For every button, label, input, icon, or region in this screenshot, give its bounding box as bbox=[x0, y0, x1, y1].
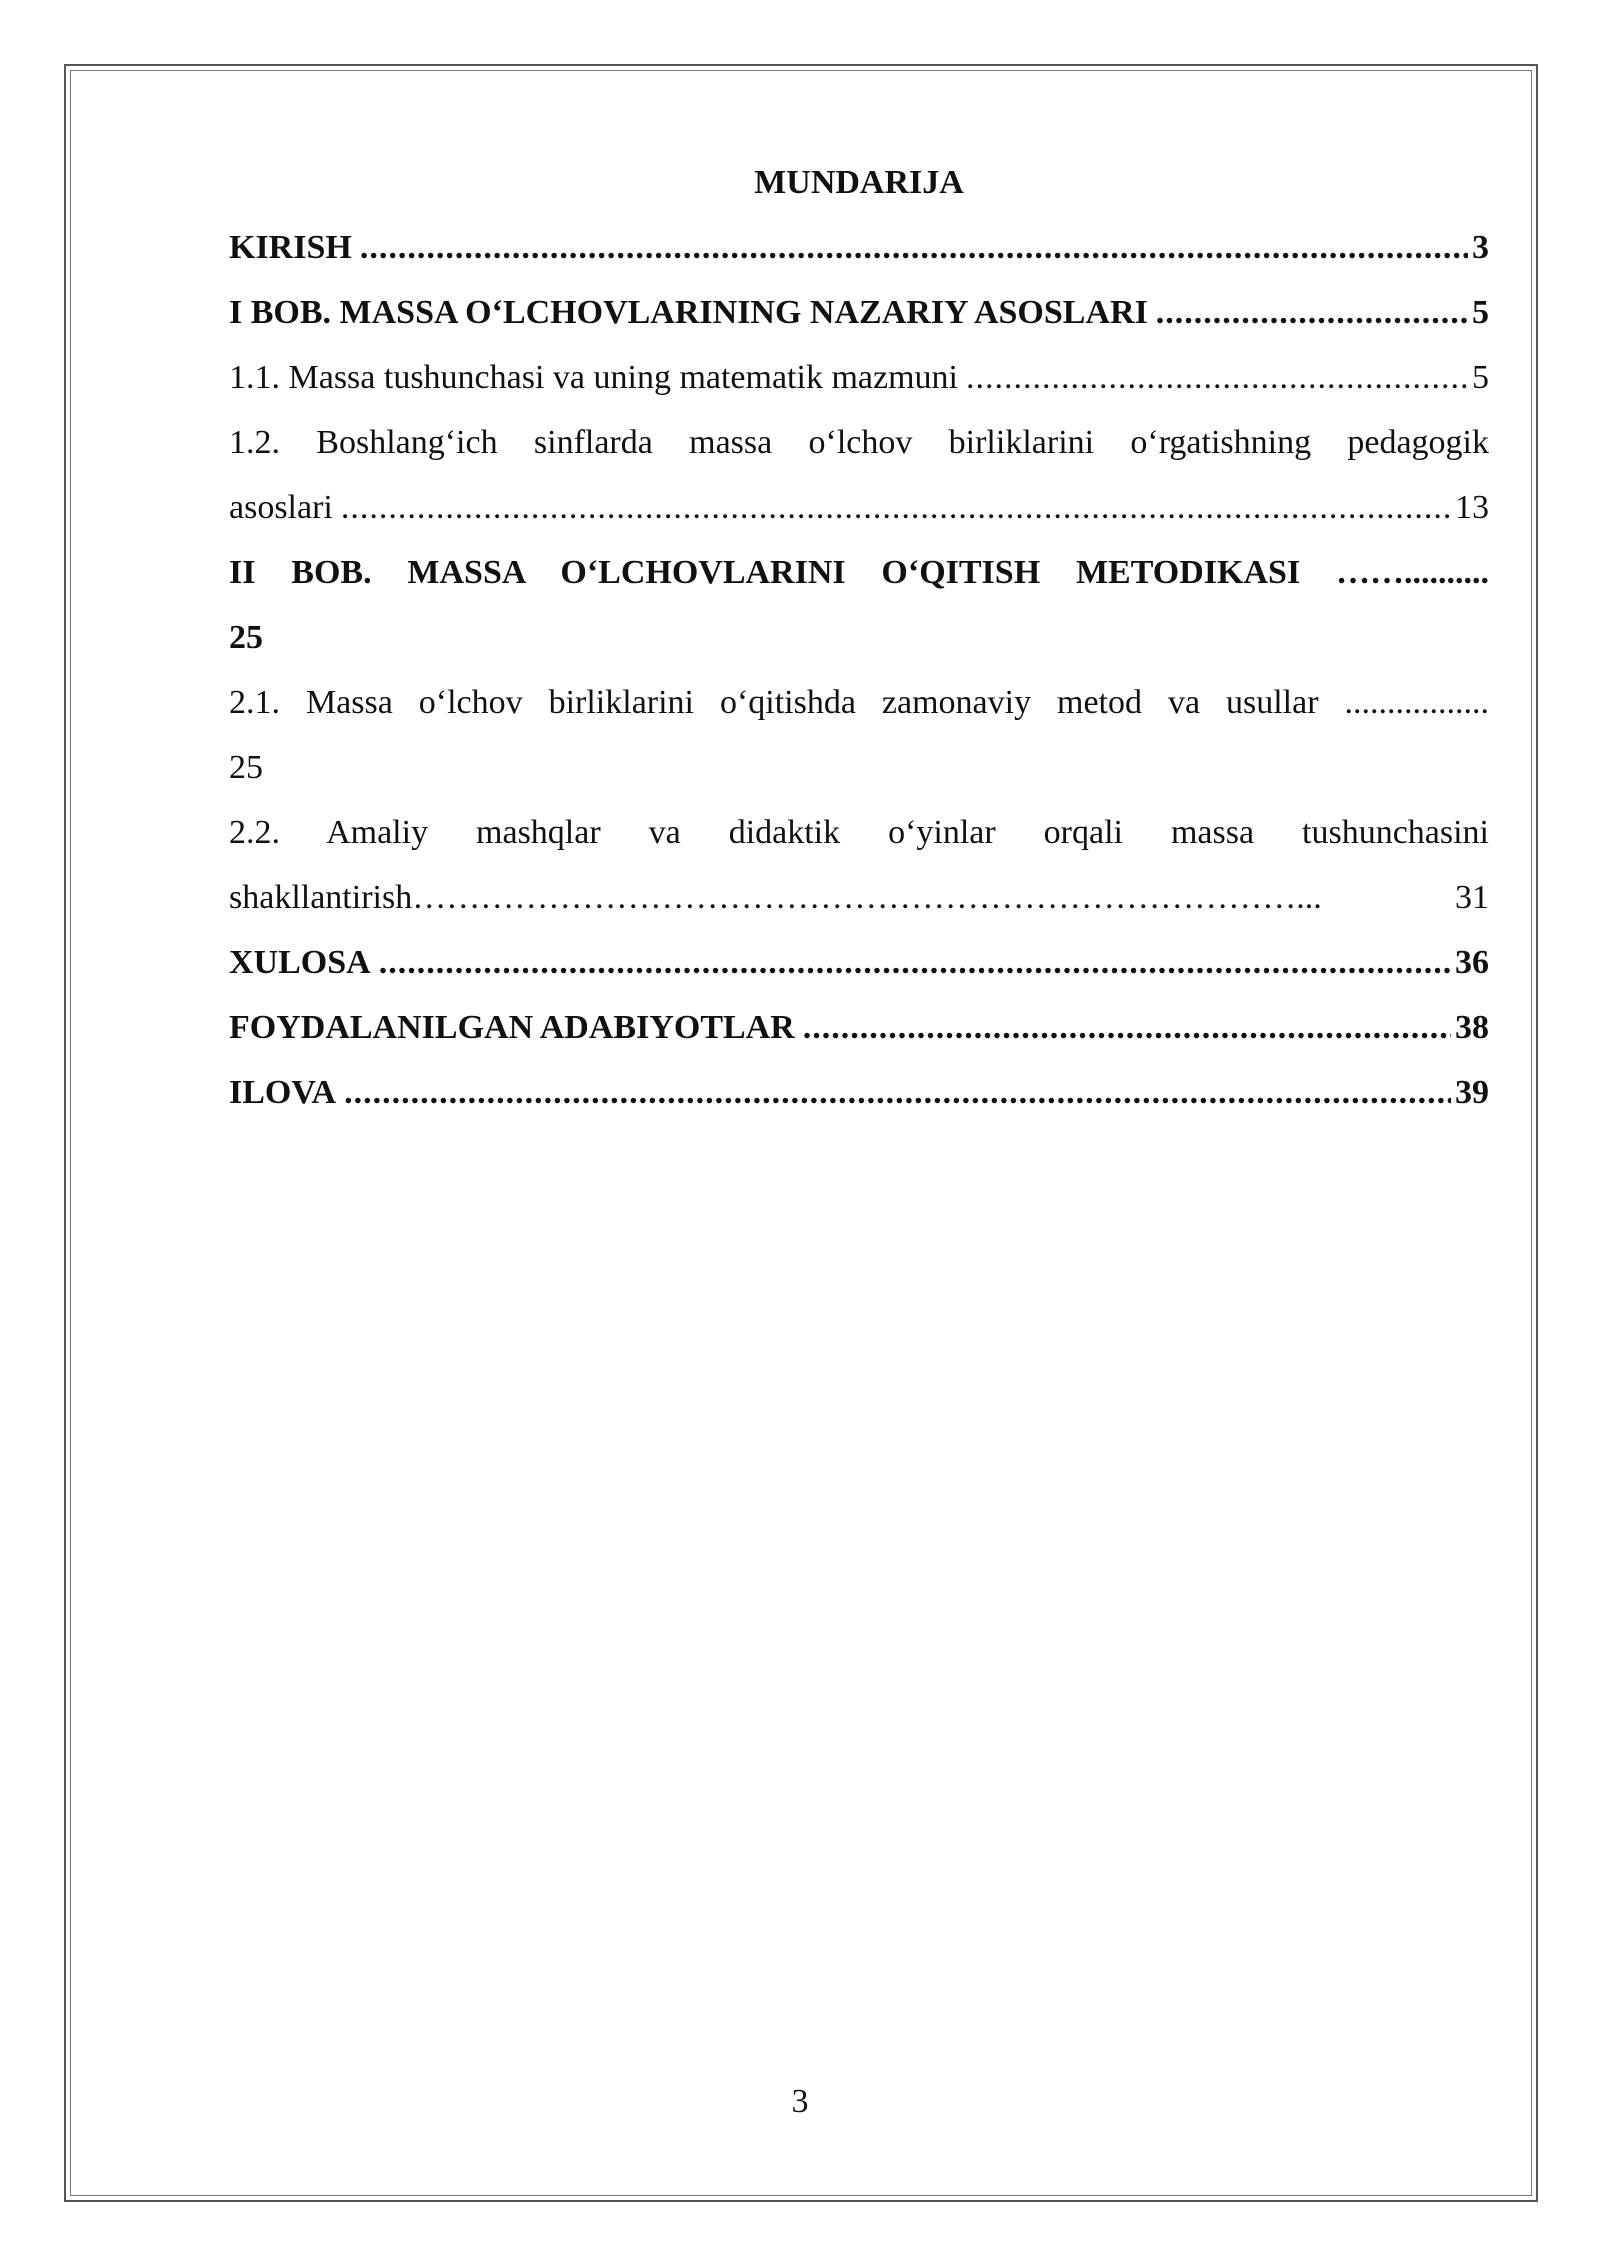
toc-entry-label: shakllantirish……………………………………………………………………... bbox=[229, 879, 1322, 916]
toc-title: MUNDARIJA bbox=[754, 164, 964, 201]
toc-entry-bob-2[interactable] bbox=[229, 540, 1489, 670]
toc-entry-label: ILOVA bbox=[229, 1074, 337, 1111]
toc-entry-label-line: 2.2. Amaliy mashqlar va didaktik o‘yinlar orqali massa tushunchasini bbox=[229, 814, 1489, 851]
dot-leader bbox=[341, 475, 1451, 540]
toc-entry-label: KIRISH bbox=[229, 229, 352, 266]
toc-entry-label: I BOB. MASSA O‘LCHOVLARINING NAZARIY ASOSLARI bbox=[229, 294, 1148, 331]
toc-entry-label: FOYDALANILGAN ADABIYOTLAR bbox=[229, 1009, 795, 1046]
toc-entry-2-2[interactable] bbox=[229, 800, 1489, 930]
table-of-contents bbox=[229, 150, 1489, 1125]
toc-entry-label: 1.1. Massa tushunchasi va uning matematik mazmuni bbox=[229, 359, 958, 396]
dot-leader bbox=[966, 345, 1468, 410]
toc-entry-ilova[interactable] bbox=[229, 1060, 1489, 1125]
toc-entry-page: 5 bbox=[1472, 359, 1489, 396]
dot-leader bbox=[360, 215, 1468, 280]
toc-entry-label-line: II BOB. MASSA O‘LCHOVLARINI O‘QITISH METODIKASI …….......... bbox=[229, 554, 1489, 591]
toc-entry-page: 38 bbox=[1455, 1009, 1489, 1046]
dot-leader bbox=[379, 930, 1451, 995]
toc-entry-label-line: 1.2. Boshlang‘ich sinflarda massa o‘lchov birliklarini o‘rgatishning pedagogik bbox=[229, 424, 1489, 461]
toc-entry-adabiyotlar[interactable] bbox=[229, 995, 1489, 1060]
toc-entry-page: 3 bbox=[1472, 229, 1489, 266]
dot-leader bbox=[344, 1060, 1451, 1125]
dot-leader bbox=[1156, 280, 1468, 345]
toc-entry-2-1[interactable] bbox=[229, 670, 1489, 800]
toc-entry-kirish[interactable] bbox=[229, 215, 1489, 280]
toc-entry-page: 39 bbox=[1455, 1074, 1489, 1111]
toc-entry-page: 36 bbox=[1455, 944, 1489, 981]
dot-leader bbox=[803, 995, 1451, 1060]
toc-entry-label: asoslari bbox=[229, 489, 333, 526]
toc-entry-page: 5 bbox=[1472, 294, 1489, 331]
toc-entry-1-1[interactable] bbox=[229, 345, 1489, 410]
toc-entry-page: 13 bbox=[1455, 489, 1489, 526]
toc-entry-label-line: 2.1. Massa o‘lchov birliklarini o‘qitishda zamonaviy metod va usullar ................. bbox=[229, 684, 1489, 721]
toc-entry-1-2[interactable] bbox=[229, 410, 1489, 540]
page-number: 3 bbox=[791, 2083, 809, 2120]
toc-entry-bob-1[interactable] bbox=[229, 280, 1489, 345]
toc-entry-page: 31 bbox=[1455, 879, 1489, 916]
toc-entry-label: XULOSA bbox=[229, 944, 371, 981]
toc-entry-page: 25 bbox=[229, 619, 263, 656]
toc-entry-page: 25 bbox=[229, 749, 263, 786]
toc-entry-xulosa[interactable] bbox=[229, 930, 1489, 995]
